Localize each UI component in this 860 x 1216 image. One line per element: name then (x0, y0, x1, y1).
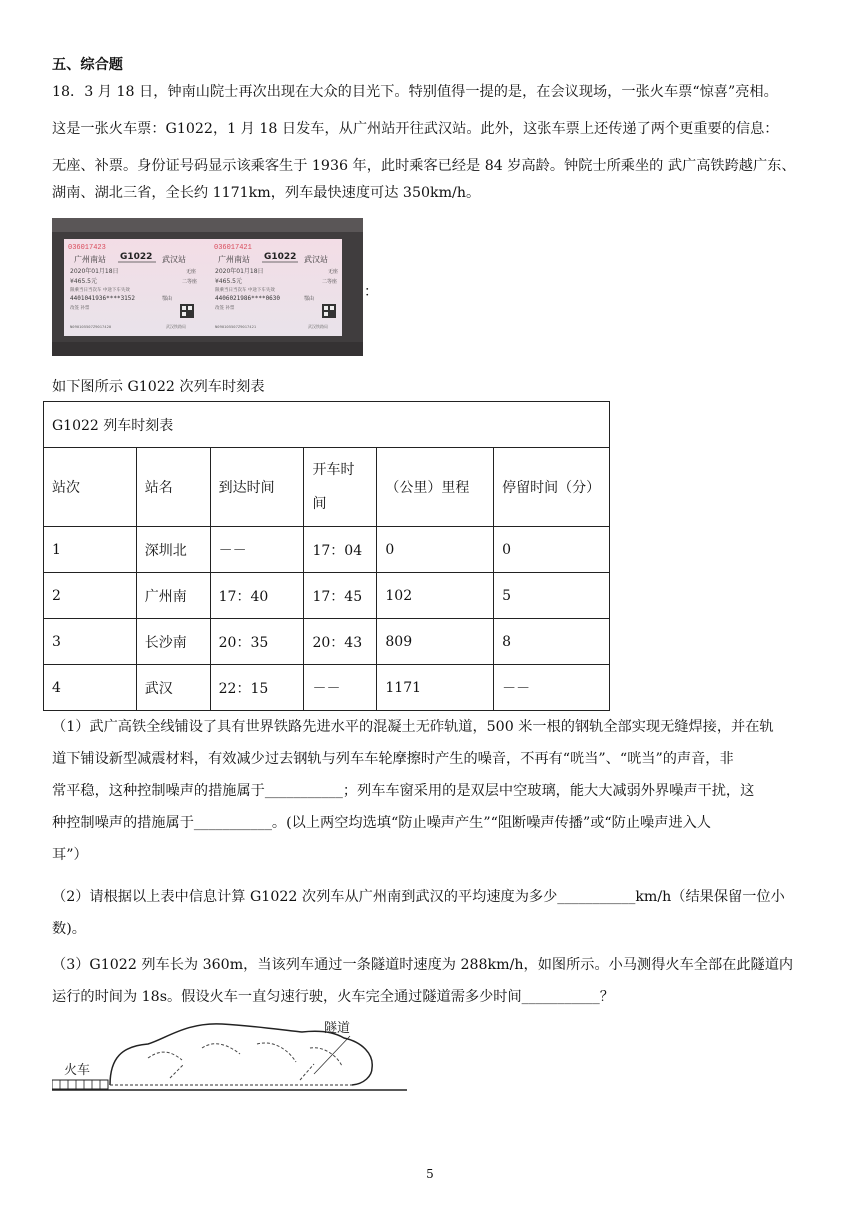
page-number: 5 (426, 1167, 434, 1181)
svg-text:武汉站: 武汉站 (162, 255, 186, 264)
header-station-no: 站次 (44, 448, 137, 527)
tunnel-label: 隧道 (324, 1021, 351, 1036)
svg-text:限乘当日当次车 中途下车失效: 限乘当日当次车 中途下车失效 (70, 288, 130, 293)
train-label: 火车 (64, 1063, 91, 1078)
svg-text:广州南站: 广州南站 (74, 255, 106, 264)
timetable-title: G1022 列车时刻表 (44, 402, 610, 448)
svg-text:改签 补票: 改签 补票 (70, 306, 90, 311)
header-stop-time: 停留时间（分） (494, 448, 610, 527)
q1-line-3: 常平稳，这种控制噪声的措施属于___________；列车车窗采用的是双层中空玻璃，能大大减弱外界噪声干扰，这 (52, 783, 755, 799)
timetable-header-row (44, 448, 610, 527)
table-row: 2 广州南 17：40 17：45 102 5 (44, 573, 610, 619)
ticket-right-serial: 036017421 (214, 244, 252, 252)
q1-line-5: 耳”） (52, 847, 88, 863)
table-caption: 如下图所示 G1022 次列车时刻表 (52, 379, 265, 395)
mountain-shading (148, 1043, 342, 1080)
tunnel-figure (52, 1018, 407, 1098)
svg-text:G1022: G1022 (120, 252, 153, 262)
q1-line-1: （1）武广高铁全线铺设了具有世界铁路先进水平的混凝土无砟轨道，500 米一根的钢轨全部实现无缝焊接，并在轨 (52, 719, 774, 735)
svg-text:鄂由: 鄂由 (304, 296, 315, 302)
q2-line-1: （2）请根据以上表中信息计算 G1022 次列车从广州南到武汉的平均速度为多少___________km/h（结果保留一位小 (52, 889, 785, 905)
svg-text:¥465.5元: ¥465.5元 (70, 278, 97, 285)
intro-line-2: 这是一张火车票：G1022，1 月 18 日发车，从广州站开往武汉站。此外，这张车票上还传递了两个更重要的信息： (52, 121, 779, 137)
svg-text:N090105507Z9017421: N090105507Z9017421 (215, 324, 257, 329)
q3-line-1: （3）G1022 列车长为 360m，当该列车通过一条隧道时速度为 288km/h，如图所示。小马测得火车全部在此隧道内 (52, 957, 794, 973)
timetable (43, 401, 610, 711)
header-arrival: 到达时间 (210, 448, 304, 527)
svg-text:武汉铁路局: 武汉铁路局 (166, 324, 186, 329)
q3-line-2: 运行的时间为 18s。假设火车一直匀速行驶，火车完全通过隧道需多少时间___________？ (52, 989, 614, 1005)
ticket-left (64, 239, 214, 336)
table-row: 1 深圳北 －－ 17：04 0 0 (44, 527, 610, 573)
svg-text:4406021986****0630: 4406021986****0630 (215, 295, 281, 302)
svg-text:限乘当日当次车 中途下车失效: 限乘当日当次车 中途下车失效 (215, 288, 275, 293)
svg-text:2020年01月18日: 2020年01月18日 (70, 268, 119, 275)
svg-text:二等座: 二等座 (182, 279, 198, 285)
train-icon (52, 1080, 108, 1089)
svg-text:改签 补票: 改签 补票 (215, 306, 235, 311)
svg-text:武汉铁路局: 武汉铁路局 (308, 324, 328, 329)
intro-line-1: 18．3 月 18 日，钟南山院士再次出现在大众的目光下。特别值得一提的是，在会议现场，一张火车票“惊喜”亮相。 (52, 84, 778, 100)
ticket-right (209, 239, 342, 336)
svg-text:无座: 无座 (186, 269, 197, 275)
svg-text:广州南站: 广州南站 (218, 255, 250, 264)
ticket-left-serial: 036017423 (68, 244, 106, 252)
svg-text:武汉站: 武汉站 (304, 255, 328, 264)
q2-line-2: 数)。 (52, 921, 86, 937)
svg-text:无座: 无座 (328, 269, 339, 275)
svg-text:¥465.5元: ¥465.5元 (215, 278, 242, 285)
header-departure: 开车时 间 (304, 448, 377, 527)
svg-text:二等座: 二等座 (322, 279, 338, 285)
tunnel-label-leader (314, 1036, 350, 1074)
header-station-name: 站名 (136, 448, 210, 527)
ticket-photo (52, 218, 363, 356)
q1-line-2: 道下铺设新型减震材料，有效减少过去钢轨与列车车轮摩擦时产生的噪音，不再有“咣当”、“咣当”的声音，非 (52, 751, 734, 767)
intro-line-3: 无座、补票。身份证号码显示该乘客生于 1936 年，此时乘客已经是 84 岁高龄。钟院士所乘坐的 武广高铁跨越广东、 (52, 158, 796, 174)
svg-text:N090105507Z9017420: N090105507Z9017420 (70, 324, 112, 329)
svg-text:2020年01月18日: 2020年01月18日 (215, 268, 264, 275)
table-row: 3 长沙南 20：35 20：43 809 8 (44, 619, 610, 665)
intro-line-4: 湖南、湖北三省，全长约 1171km，列车最快速度可达 350km/h。 (52, 185, 481, 201)
svg-text:G1022: G1022 (264, 252, 297, 262)
svg-text:4401041936****3152: 4401041936****3152 (70, 295, 136, 302)
section-title: 五、综合题 (52, 57, 123, 73)
header-distance: （公里）里程 (377, 448, 494, 527)
svg-text:鄂由: 鄂由 (162, 296, 173, 302)
q1-line-4: 种控制噪声的措施属于___________。(以上两空均选填“防止噪声产生”“阻断噪声传播”或“防止噪声进入人 (52, 815, 711, 831)
photo-colon: ： (364, 284, 378, 300)
table-row: 4 武汉 22：15 －－ 1171 －－ (44, 665, 610, 711)
